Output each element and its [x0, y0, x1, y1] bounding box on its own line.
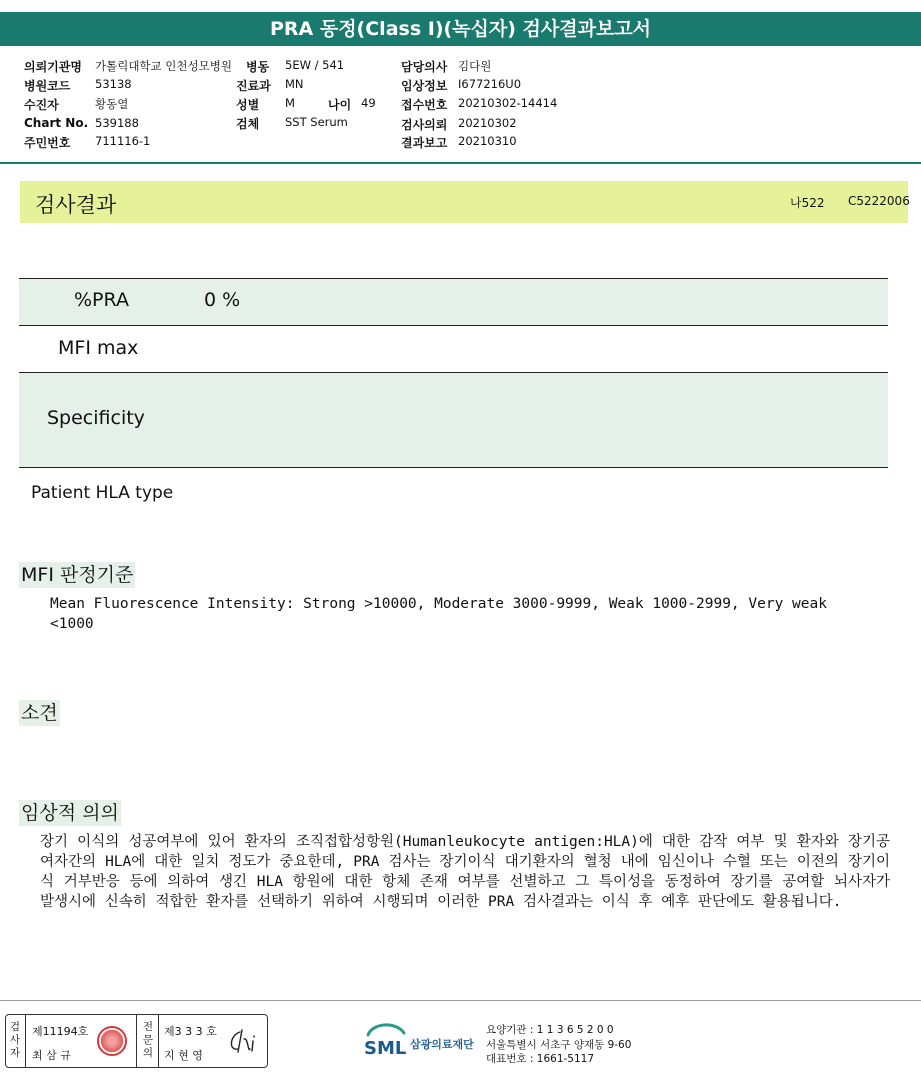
- results-title: 검사결과: [35, 193, 117, 217]
- request-date-value: 20210302: [458, 116, 517, 130]
- table-rule: [19, 467, 888, 468]
- test-code: 나522: [790, 196, 825, 210]
- pra-label: %PRA: [74, 289, 129, 311]
- specialist-name: 지 현 영: [164, 1049, 203, 1062]
- ward-value: 5EW / 541: [285, 58, 345, 72]
- dept-value: MN: [285, 77, 304, 91]
- age-label: 나이: [328, 98, 352, 112]
- handwritten-signature-icon: [226, 1027, 262, 1057]
- hospital-value: 가톨릭대학교 인천성모병원: [95, 59, 232, 73]
- address: 서울특별시 서초구 양재동 9-60: [486, 1039, 632, 1051]
- mfi-criteria-title: MFI 판정기준: [21, 564, 134, 586]
- patient-value: 황동열: [95, 97, 129, 111]
- specimen-value: SST Serum: [285, 115, 348, 129]
- hospital-code-label: 병원코드: [24, 79, 71, 93]
- report-title: PRA 동정(Class I)(녹십자) 검사결과보고서: [0, 12, 921, 46]
- doctor-label: 담당의사: [401, 60, 448, 74]
- specialist-license-no: 제3 3 3 호: [164, 1025, 217, 1038]
- doctor-value: 김다원: [458, 59, 492, 73]
- rrn-value: 711116-1: [95, 134, 151, 148]
- phone-number: 대표번호 : 1661-5117: [486, 1053, 595, 1065]
- tester-name: 최 삼 규: [32, 1049, 71, 1062]
- signature-divider: [136, 1015, 137, 1067]
- care-institution-no: 요양기관 : 1 1 3 6 5 2 0 0: [486, 1024, 614, 1036]
- specificity-row: [19, 373, 888, 467]
- clinical-significance-title: 임상적 의의: [21, 802, 119, 824]
- signature-divider: [158, 1015, 159, 1067]
- signature-box: [5, 1014, 268, 1068]
- specificity-label: Specificity: [47, 407, 145, 429]
- info-divider: [0, 162, 921, 164]
- specialist-label-char: 의: [142, 1047, 154, 1059]
- mfi-criteria-line1: Mean Fluorescence Intensity: Strong >10000, Moderate 3000-9999, Weak 1000-2999, Very weak: [50, 596, 827, 612]
- tester-label-char: 자: [9, 1047, 21, 1059]
- tester-label-char: 사: [9, 1034, 21, 1046]
- sex-label: 성별: [236, 98, 260, 112]
- report-date-value: 20210310: [458, 134, 517, 148]
- mfi-criteria-line2: <1000: [50, 616, 94, 632]
- tester-label-char: 검: [9, 1021, 21, 1033]
- pra-value: 0 %: [204, 289, 241, 311]
- hospital-code-value: 53138: [95, 77, 132, 91]
- report-date-label: 결과보고: [401, 136, 448, 150]
- chart-value: 539188: [95, 116, 139, 130]
- clinical-info-value: I677216U0: [458, 77, 522, 91]
- tester-vertical-label: [6, 1021, 24, 1060]
- signature-divider: [25, 1015, 26, 1067]
- receipt-label: 접수번호: [401, 98, 448, 112]
- footer-divider: [0, 1000, 921, 1001]
- receipt-value: 20210302-14414: [458, 96, 558, 110]
- hospital-label: 의뢰기관명: [24, 60, 82, 74]
- ward-label: 병동: [246, 60, 270, 74]
- specimen-label: 검체: [236, 117, 260, 131]
- mfi-max-label: MFI max: [58, 337, 139, 359]
- patient-label: 수진자: [24, 98, 59, 112]
- age-value: 49: [361, 96, 376, 110]
- results-header-bar: [20, 181, 908, 223]
- sml-logo-icon: [362, 1021, 408, 1057]
- logo-text: SML: [364, 1038, 407, 1057]
- specialist-vertical-label: [139, 1021, 157, 1060]
- sex-value: M: [285, 96, 295, 110]
- request-date-label: 검사의뢰: [401, 118, 448, 132]
- specialist-label-char: 문: [142, 1034, 154, 1046]
- rrn-label: 주민번호: [24, 136, 71, 150]
- patient-info-block: [0, 50, 921, 162]
- specialist-label-char: 전: [142, 1021, 154, 1033]
- dept-label: 진료과: [236, 79, 271, 93]
- opinion-title: 소견: [21, 702, 58, 724]
- tester-license-no: 제11194호: [32, 1025, 89, 1038]
- clinical-significance-text: 장기 이식의 성공여부에 있어 환자의 조직접합성항원(Humanleukocyte antigen:HLA)에 대한 감작 여부 및 환자와 장기공여자간의 HLA에 대한 일치 정도가 중요한데, PRA 검사는 장기이식 대기환자의 혈청 내에 임신이나 수혈 또는 이전의 장기이식 거부반응 등에 의하여 생긴 HLA 항원에 대한 항체 존재 여부를 선별하고 그 특이성을 동정하여 장기를 공여할 뇌사자가 발생시에 신속히 적합한 환자를 선택하기 위하여 시행되며 이러한 PRA 검사결과는 이식 후 예후 판단에도 활용됩니다.: [40, 834, 890, 910]
- pra-row: [19, 279, 888, 325]
- test-code-2: C5222006: [848, 194, 910, 208]
- clinical-info-label: 임상정보: [401, 79, 448, 93]
- hla-type-label: Patient HLA type: [31, 483, 174, 503]
- seal-stamp-icon: [97, 1026, 127, 1056]
- chart-label: Chart No.: [24, 116, 89, 130]
- organization-name: 삼광의료재단: [410, 1038, 474, 1051]
- mfi-max-row: [19, 326, 888, 372]
